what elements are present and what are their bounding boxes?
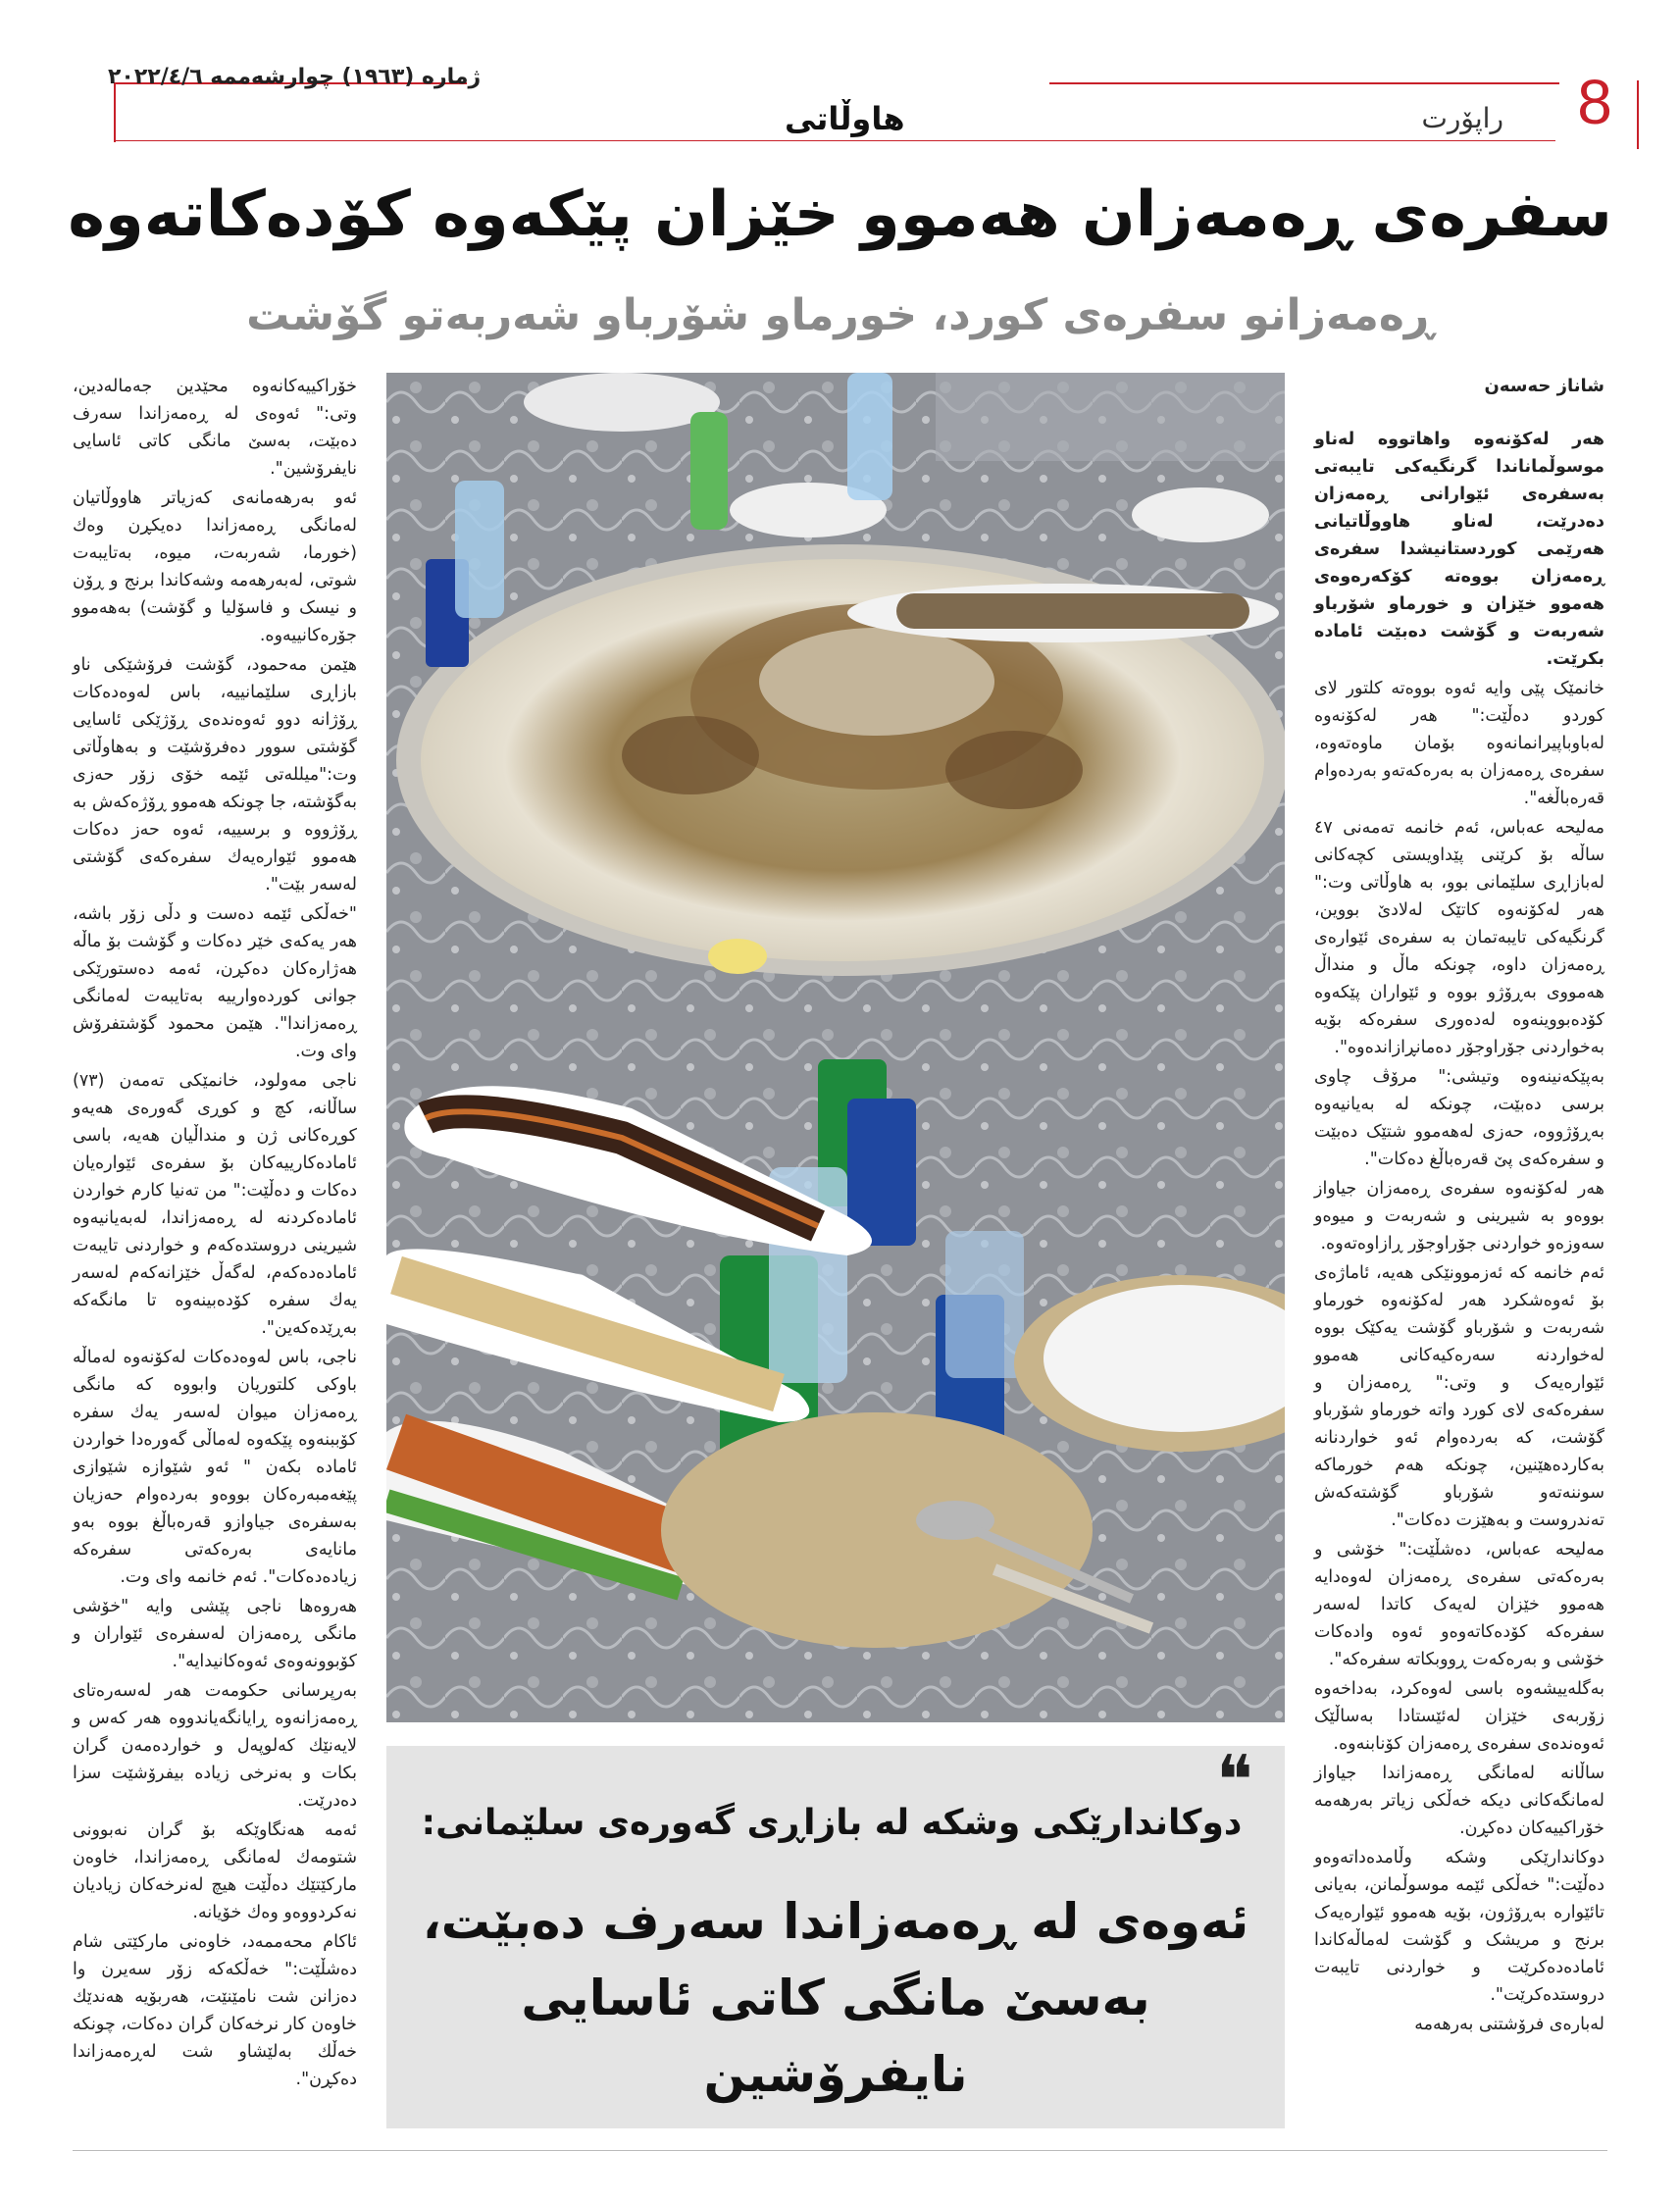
header-rule-bottom <box>114 140 1555 141</box>
bottom-rule <box>73 2150 1607 2151</box>
section-label: راپۆرت <box>1421 102 1503 134</box>
paragraph: مەلیحە عەباس، دەشڵێت:" خۆشی و بەرەکەتی سفرەی ڕەمەزان لەوەدایە هەموو خێزان لەیەک کاتدا لەسەر سفرەکە کۆدەکاتەوەو ئەوە وادەکات خۆشی و بەرەکەت ڕووبکاتە سفرەکە". <box>1314 1540 1604 1669</box>
paragraph: ناجی، باس لەوەدەکات لەکۆنەوە لەماڵە باوکی کلتوریان وابووە کە مانگی ڕەمەزان میوان لەسەر یەك سفرە کۆببنەوە پێکەوە لەماڵی گەورەدا خواردن ئامادە بکەن " ئەو شێوازە شێوازی پێغەمبەرەکان بووەو بەردەوام حەزیان بەسفرەی جیاوازو قەرەباڵغ بووە بەو مانایەی بەرەکەتی سفرەکە زیادەدەکات". ئەم خانمە وای وت. <box>73 1348 357 1587</box>
pull-quote-line: بەسێ مانگی کاتی ئاسایی <box>521 1970 1150 2026</box>
paragraph: بەرپرسانی حکومەت هەر لەسەرەتای ڕەمەزانەوە ڕایانگەیاندووە هەر کەس و لایەنێك کەلوپەل و خواردەمەن گران بکات و بەنرخی زیادە بیفرۆشێت سزا دەدرێت. <box>73 1681 357 1811</box>
paragraph: بەگلەییشەوە باسی لەوەکرد، بەداخەوە زۆربەی خێزان لەئێستادا بەساڵێک ئەوەندەی سفرەی ڕەمەزان کۆنابنەوە. <box>1314 1679 1604 1754</box>
paragraph: خانمێک پێی وایە ئەوە بووەتە کلتور لای کوردو دەڵێت:" هەر لەکۆنەوە لەباوباپیرانمانەوە بۆمان ماوەتەوە، سفرەی ڕەمەزان بە بەرەکەتەو بەردەوام قەرەباڵغە". <box>1314 679 1604 808</box>
paragraph: بەپێکەنینەوە وتیشی:" مرۆڤ چاوی برسی دەبێت، چونکە لە بەیانیەوە بەڕۆژووە، حەزی لەهەموو شتێک دەبێت و سفرەکەی پێ قەرەباڵغ دەکات". <box>1314 1067 1604 1169</box>
article-column-left <box>73 373 357 2095</box>
paragraph: ئەو بەرهەمانەی کەزیاتر هاووڵاتیان لەمانگی ڕەمەزاندا دەیکڕن وەك (خورما، شەربەت، میوە، بەتایبەت شوتی، لەبەرهەمە وشەکاندا برنج و ڕۆن و نیسک و فاسۆلیا و گۆشت) بەهەموو جۆرەکانییەوە. <box>73 488 357 645</box>
pull-quote-line: نایفرۆشین <box>703 2046 968 2103</box>
quote-marks-icon: ❝ <box>1216 1740 1253 1820</box>
woven-mat <box>661 1412 1093 1648</box>
paragraph: ئەم خانمە کە ئەزموونێکی هەیە، ئاماژەی بۆ ئەوەشکرد هەر لەکۆنەوە خورماو شەربەت و شۆرباو گۆشت یەکێک بووە لەخواردنە سەرەکیەکانی هەموو ئێوارەیەک و وتی:" ڕەمەزان و سفرەکەی لای کورد واتە خورماو شۆرباو گۆشت، کە بەردەوام ئەو خواردنانە بەکاردەهێنین، چونکە هەم خورماکە سوننەتەو شۆرباو گۆشتەکەش تەندروست و بەهێزت دەکات". <box>1314 1263 1604 1530</box>
masthead-logo: هاوڵاتی <box>785 100 905 137</box>
lemon-slice <box>708 939 767 974</box>
paragraph: لەبارەی فرۆشتنی بەرهەمە <box>1414 2015 1604 2034</box>
byline: شاناز حەسەن <box>1484 376 1604 396</box>
lead-paragraph: هەر لەکۆنەوە واهاتووە لەناو موسوڵماناندا گرنگیەکی تایبەتی بەسفرەی ئێوارانی ڕەمەزان دەدرێت، لەناو هاووڵاتیانی هەرێمی کوردستانیشدا سفرەی ڕەمەزان بووەتە کۆکەرەوەی هەموو خێزان و خورماو شۆرباو شەربەت و گۆشت دەبێت ئامادە بکرێت. <box>1314 430 1604 669</box>
photo-illustration <box>386 373 1285 1722</box>
article-headline: سفرەی ڕەمەزان هەموو خێزان پێکەوە کۆدەکاتەوە <box>68 179 1612 251</box>
paragraph: دوکاندارێکی وشکە وڵامدەداتەوەو دەڵێت:" خەڵکی ئێمە موسوڵمانن، بەیانی تائێوارە بەڕۆژون، بۆیە هەموو ئێوارەیەک برنج و مریشک و گۆشت لەماڵەکاندا ئامادەدەکرێت و خواردنی تایبەت دروستدەکرێت". <box>1314 1848 1604 2005</box>
green-bottle <box>690 412 728 530</box>
paragraph: ئەمە هەنگاوێکە بۆ گران نەبوونی شتومەك لەمانگی ڕەمەزاندا، خاوەن مارکێتێك دەڵێت هیچ لەنرخەکان زیادیان نەکردووەو وەك خۆیانە. <box>73 1820 357 1922</box>
food-spread-photo <box>386 373 1285 1722</box>
issue-info: ژمارە (١٩٦٣) چوارشەممە ٢٠٢٢/٤/٦ <box>108 65 482 89</box>
meat <box>759 628 994 736</box>
article-subheadline: ڕەمەزانو سفرەی کورد، خورماو شۆرباو شەربەتو گۆشت <box>246 290 1434 340</box>
pull-quote-title: دوکاندارێکی وشکە لە بازاڕی گەورەی سلێمانی: <box>421 1803 1243 1843</box>
page-number-rule <box>1637 80 1639 149</box>
page-number: 8 <box>1577 67 1612 137</box>
header-rule-right <box>1049 82 1559 84</box>
paragraph: مەلیحە عەباس، ئەم خانمە تەمەنی ٤٧ ساڵە بۆ کرێنی پێداویستی کچەکانی لەبازاڕی سلێمانی بوو، بە هاوڵاتی وت:" هەر لەکۆنەوە کاتێک لەلادێ بووین، گرنگیەکی تایبەتمان بە سفرەی ئێوارەی ڕەمەزان داوە، چونکە ماڵ و منداڵ هەمووی بەڕۆژو بووە و ئێواران پێکەوە کۆدەبووینەوە لەدەوری سفرەکە بۆیە بەخواردنی جۆراوجۆر دەمانڕازاندەوە". <box>1314 818 1604 1057</box>
paragraph: ناجی مەولود، خانمێکی تەمەن (٧٣) ساڵانە، کچ و کوڕی گەورەی هەیەو کوڕەکانی ژن و منداڵیان هەیە، باسی ئامادەکارییەکان بۆ سفرەی ئێوارەیان دەکات و دەڵێت:" من تەنیا کارم خواردن ئامادەکردنە لە ڕەمەزاندا، لەبەیانیەوە شیرینی دروستدەکەم و خواردنی تایبەت ئامادەدەکەم، لەگەڵ خێزانەکەم لەسەر یەك سفرە کۆدەبینەوە تا مانگەکە بەڕێدەکەین". <box>73 1071 357 1338</box>
article-column-right <box>1314 373 1604 2040</box>
pull-quote-line: ئەوەی لە ڕەمەزاندا سەرف دەبێت، <box>422 1893 1249 1950</box>
paragraph: "خەڵکی ئێمە دەست و دڵی زۆر باشە، هەر یەکەی خێر دەکات و گۆشت بۆ ماڵە هەژارەکان دەکڕن، ئەمە دەستورێکی جوانی کوردەوارییە بەتایبەت لەمانگی ڕەمەزاندا". هێمن محمود گۆشتفرۆش وای وت. <box>73 904 357 1061</box>
water-bottle <box>847 373 892 500</box>
paragraph: هێمن مەحمود، گۆشت فرۆشێکی ناو بازاڕی سلێمانییە، باس لەوەدەکات ڕۆژانە دوو ئەوەندەی ڕۆژێکی ئاسایی گۆشتی سوور دەفرۆشێت و بەهاوڵاتی وت:"میللەتی ئێمە خۆی زۆر حەزی بەگۆشتە، جا چونکە هەموو ڕۆژەکەش بە ڕۆژووە و برسییە، ئەوە حەز دەکات هەموو ئێوارەیەك سفرەکەی گۆشتی لەسەر بێت". <box>73 655 357 895</box>
paragraph: ئاکام محەممەد، خاوەنی مارکێتی شام دەشڵێت:" خەڵکەکە زۆر سەیرن وا دەزانن شت نامێنێت، هەربۆیە هەندێك خاوەن کار نرخەکان گران دەکات، چونکە خەڵك بەلێشاو شت لەڕەمەزاندا دەکڕن". <box>72 1932 357 2089</box>
paragraph: ساڵانە لەمانگی ڕەمەزاندا جیاواز لەمانگەکانی دیکە خەڵکی زیاتر بەرهەمە خۆراکییەکان دەکڕن. <box>1314 1764 1604 1838</box>
pull-quote-body <box>406 1883 1265 2113</box>
pull-quote-box <box>386 1740 1285 2128</box>
header-rule-left-vertical <box>114 83 116 142</box>
paragraph: هەروەها ناجی پێشی وایە "خۆشی مانگی ڕەمەزان لەسفرەی ئێواران و کۆبوونەوەی ئەوەکانیدایە". <box>73 1597 357 1671</box>
paragraph: هەر لەکۆنەوە سفرەی ڕەمەزان جیاواز بووەو بە شیرینی و شەربەت و میوەو سەوزەو خواردنی جۆراوجۆر ڕازاوەتەوە. <box>1314 1179 1604 1254</box>
paragraph: خۆراکییەکانەوە محێدین جەمالەدین، وتی:" ئەوەی لە ڕەمەزاندا سەرف دەبێت، بەسێ مانگی کاتی ئاسایی نایفرۆشین". <box>73 377 357 479</box>
